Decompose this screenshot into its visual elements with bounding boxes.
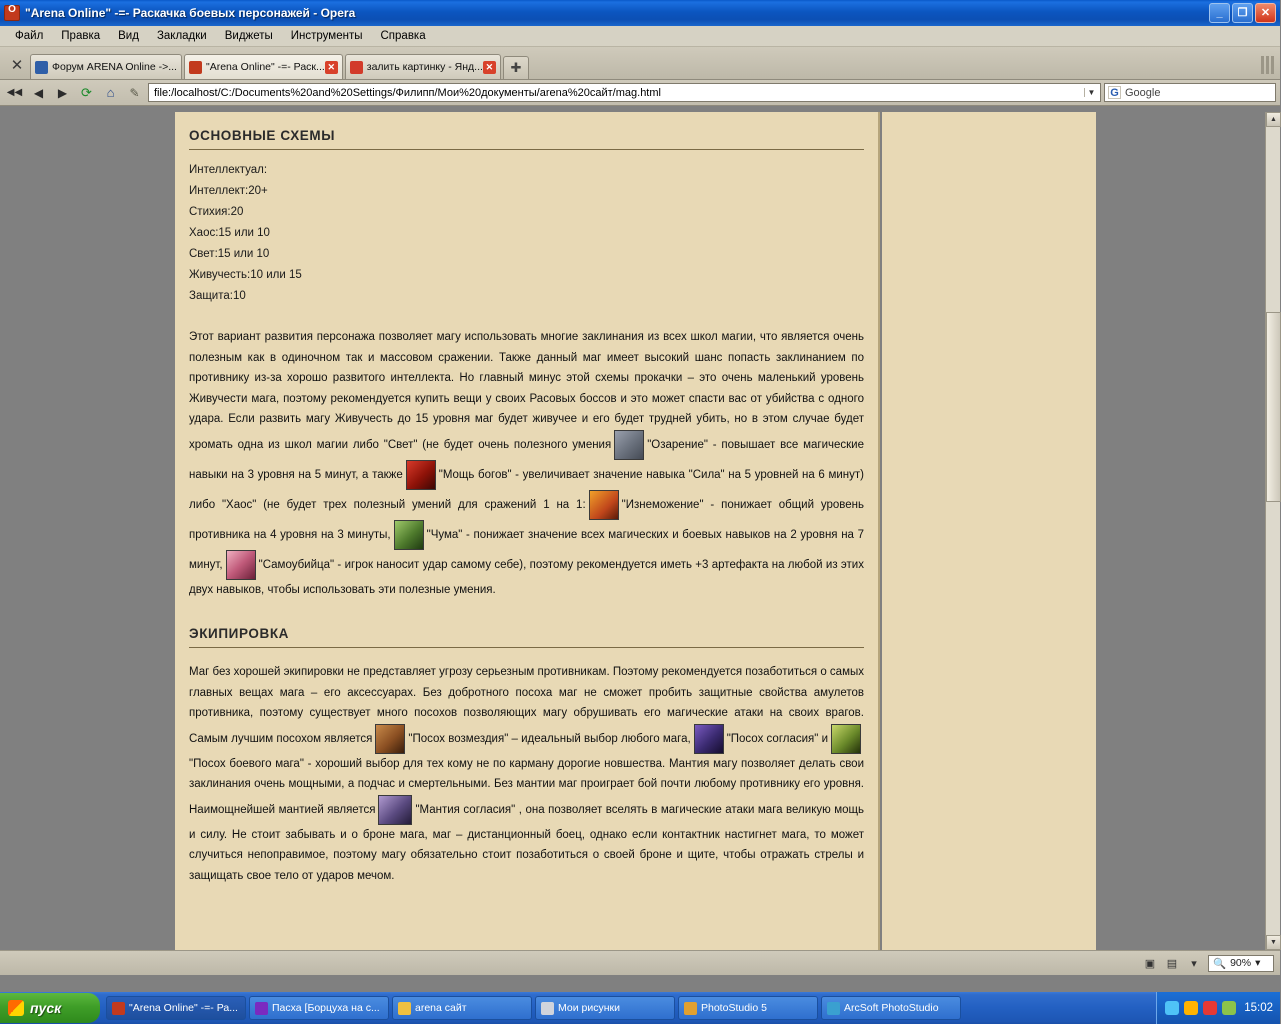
back-icon[interactable]: ◀ — [33, 85, 44, 100]
paragraph-text: Этот вариант развития персонажа позволяет магу использовать многие заклинания из всех школ магии, что является очень полезным как в одиночном так и массовом сражении. Также данный маг имеет высокий шанс попасть заклинанием по противнику из-за хорошо развитого интеллекта. Но главный минус этой схемы прокачки – это очень маленький уровень Живучести мага, поэтому рекомендуется купить вещи у своих Расовых боссов и это может спасти вас от убийства с одного удара. Если развить магу Живучесть до 15 уровня маг будет живучее и его будет трудней убить, но в этом случае будет хромать одна из школ магии либо "Свет" (не будет очень полезного умения — [189, 331, 864, 451]
photostudio-taskicon — [684, 1002, 697, 1015]
taskbar-item-arena-sait[interactable] — [392, 996, 532, 1020]
chevron-down-icon[interactable]: ▼ — [1084, 88, 1098, 97]
start-button[interactable] — [0, 993, 100, 1023]
volume-tray-icon[interactable] — [1184, 1001, 1198, 1015]
posoh-vozmezdiya-item-icon — [375, 724, 405, 754]
search-icon: 🔍 — [1213, 957, 1227, 970]
google-icon: G — [1108, 86, 1121, 99]
system-tray — [1156, 992, 1280, 1024]
forum-favicon — [35, 61, 48, 74]
stat-line: Интеллект:20+ — [189, 185, 268, 197]
taskbar-item-label: arena сайт — [415, 1002, 467, 1014]
stat-line: Стихия:20 — [189, 206, 244, 218]
stat-line: Хаос:15 или 10 — [189, 227, 270, 239]
paragraph-text: "Мантия согласия" , она позволяет вселять в магические атаки мага великую мощь и силу. Не стоит забывать и о броне мага, маг – дистанционный боец, однако если контактник настигнет мага, то может случиться непоправимое, поэтому магу обязательно стоит позаботиться о своей броне и щите, чтобы отражать стрелы и защищать свое тело от ударов мечом. — [189, 803, 864, 882]
taskbar-item-arcsoft-photostudio[interactable] — [821, 996, 961, 1020]
posoh-soglasiya-item-icon — [694, 724, 724, 754]
tab-forum-arena-online[interactable] — [30, 54, 182, 79]
samoubiyca-spell-icon — [226, 550, 256, 580]
home-icon[interactable]: ⌂ — [106, 85, 115, 100]
window-titlebar — [0, 0, 1280, 26]
chuma-spell-icon — [394, 520, 424, 550]
tabbar-handle-icon[interactable] — [1271, 56, 1274, 74]
taskbar-item-label: "Arena Online" -=- Ра... — [129, 1002, 238, 1014]
windows-taskbar — [0, 992, 1280, 1024]
section-heading-ekipirovka: ЭКИПИРОВКА — [189, 626, 864, 648]
stat-line: Свет:15 или 10 — [189, 248, 270, 260]
arcsoft-taskicon — [827, 1002, 840, 1015]
start-button-label: пуск — [30, 1000, 62, 1016]
maximize-button[interactable]: ❐ — [1232, 3, 1253, 23]
new-tab-button[interactable]: ✚ — [503, 56, 529, 79]
taskbar-buttons — [106, 996, 1156, 1020]
tab-arena-online-raskachka[interactable] — [184, 54, 343, 79]
minimize-button[interactable]: _ — [1209, 3, 1230, 23]
paragraph-text: "Посох согласия" и — [726, 732, 828, 745]
menu-item-file[interactable]: Файл — [15, 30, 44, 42]
images-icon[interactable]: ▣ — [1144, 957, 1156, 970]
tab-label: "Arena Online" -=- Раск... — [205, 61, 325, 73]
taskbar-item-label: PhotoStudio 5 — [701, 1002, 767, 1014]
popup-blocker-icon[interactable]: ▤ — [1166, 957, 1178, 970]
paragraph-build-description — [189, 327, 864, 600]
update-tray-icon[interactable] — [1222, 1001, 1236, 1015]
taskbar-item-moi-risunki[interactable] — [535, 996, 675, 1020]
taskbar-clock[interactable]: 15:02 — [1244, 1002, 1273, 1014]
tabbar-handle-icon[interactable] — [1266, 56, 1269, 74]
browser-viewport — [0, 112, 1280, 975]
zoom-control[interactable] — [1208, 955, 1274, 972]
network-tray-icon[interactable] — [1203, 1001, 1217, 1015]
chevron-down-icon[interactable]: ▾ — [1191, 957, 1197, 970]
scroll-up-arrow-icon[interactable]: ▲ — [1266, 112, 1281, 127]
tab-label: залить картинку - Янд... — [366, 61, 483, 73]
opera-favicon — [189, 61, 202, 74]
tab-zalit-kartinku-yandex[interactable] — [345, 54, 501, 79]
chevron-down-icon[interactable]: ▾ — [1255, 957, 1261, 969]
taskbar-item-opera[interactable] — [106, 996, 246, 1020]
forward-icon[interactable]: ▶ — [57, 85, 68, 100]
search-placeholder: Google — [1125, 86, 1161, 99]
posoh-boevogo-maga-item-icon — [831, 724, 861, 754]
tab-close-icon[interactable]: ✕ — [483, 61, 496, 74]
tabbar — [0, 47, 1280, 80]
edit-icon[interactable]: ✎ — [129, 85, 140, 100]
search-input[interactable] — [1104, 83, 1276, 102]
menubar — [0, 26, 1280, 47]
scroll-down-arrow-icon[interactable]: ▼ — [1266, 935, 1281, 950]
paragraph-text: "Изнеможение" - понижает общий уровень противника на 4 уровня на 3 минуты, — [189, 498, 864, 541]
menu-item-tools[interactable]: Инструменты — [290, 30, 363, 42]
close-button[interactable]: ✕ — [1255, 3, 1276, 23]
menu-item-widgets[interactable]: Виджеты — [224, 30, 273, 42]
stat-line: Живучесть:10 или 15 — [189, 269, 302, 281]
windows-flag-icon — [8, 1000, 24, 1016]
ozarenie-spell-icon — [614, 430, 644, 460]
stat-block-intellectual — [189, 162, 864, 305]
taskbar-item-pasha[interactable] — [249, 996, 389, 1020]
section-heading-osnovnye-shemy: ОСНОВНЫЕ СХЕМЫ — [189, 128, 864, 150]
taskbar-item-photostudio5[interactable] — [678, 996, 818, 1020]
page-right-column — [882, 112, 1096, 950]
tabbar-right-handles — [1261, 51, 1276, 79]
opera-taskicon — [112, 1002, 125, 1015]
folder-taskicon — [398, 1002, 411, 1015]
paragraph-text: "Самоубийца" - игрок наносит удар самому себе), поэтому рекомендуется иметь +3 артефакта на любой из этих двух навыков, чтобы использовать эти полезные умения. — [189, 558, 864, 596]
scrollbar-thumb[interactable] — [1266, 312, 1281, 502]
paragraph-text: "Мощь богов" - увеличивает значение навыка "Сила" на 5 уровней на 6 минут) либо "Хаос" (не будет трех полезный умений для сражений 1 на 1: — [189, 468, 864, 511]
window-controls — [1209, 3, 1278, 23]
url-text: file:/localhost/C:/Documents%20and%20Settings/Филипп/Мои%20документы/arena%20сайт/mag.html — [154, 86, 661, 99]
rewind-icon[interactable]: ◀◀ — [6, 87, 23, 98]
page-left-gutter — [0, 112, 175, 950]
yandex-favicon — [350, 61, 363, 74]
taskbar-item-label: Пасха [Борцуха на с... — [272, 1002, 380, 1014]
paragraph-text: Маг без хорошей экипировки не представляет угрозу серьезным противникам. Поэтому рекомендуется позаботиться о самых главных вещах мага – его аксессуарах. Без добротного посоха маг не сможет пробить защитные свойства амулетов противника, поэтому существует много посохов позволяющих магу обрушивать его магические атаки на своих врагов. Самым лучшим посохом является — [189, 666, 864, 745]
iznemozhenie-spell-icon — [589, 490, 619, 520]
zoom-value: 90% — [1230, 957, 1252, 969]
v-taskicon — [255, 1002, 268, 1015]
stat-line: Интеллектуал: — [189, 164, 268, 176]
paint-taskicon — [541, 1002, 554, 1015]
paragraph-text: "Озарение" - повышает все магические навыки на 3 уровня на 5 минут, а также — [189, 438, 864, 481]
paragraph-text: "Чума" - понижает значение всех магических и боевых навыков на 2 уровня на 7 минут, — [189, 528, 865, 571]
menu-item-edit[interactable]: Правка — [61, 30, 101, 42]
mantiya-soglasiya-item-icon — [378, 795, 412, 825]
window-title: "Arena Online" -=- Раскачка боевых персонажей - Opera — [25, 6, 356, 20]
page-content — [0, 112, 1265, 950]
address-input[interactable] — [148, 83, 1101, 102]
tab-label: Форум ARENA Online ->... — [52, 61, 177, 73]
mosch-bogov-spell-icon — [406, 460, 436, 490]
menu-item-help[interactable]: Справка — [380, 30, 426, 42]
opera-icon — [4, 5, 20, 21]
page-main-column — [175, 112, 880, 950]
shield-tray-icon[interactable] — [1165, 1001, 1179, 1015]
menu-item-view[interactable]: Вид — [118, 30, 139, 42]
taskbar-item-label: Мои рисунки — [558, 1002, 620, 1014]
browser-statusbar — [0, 950, 1280, 975]
paragraph-equipment-description — [189, 662, 864, 886]
reload-icon[interactable]: ⟳ — [81, 84, 92, 100]
taskbar-item-label: ArcSoft PhotoStudio — [844, 1002, 939, 1014]
address-toolbar — [0, 80, 1280, 106]
tabbar-handle-icon[interactable] — [1261, 56, 1264, 74]
tab-close-icon[interactable]: ✕ — [325, 61, 338, 74]
close-tab-icon[interactable]: ✕ — [10, 57, 24, 74]
menu-item-bookmarks[interactable]: Закладки — [156, 30, 207, 42]
paragraph-text: "Посох боевого мага" - хороший выбор для тех кому не по карману дорогие новшества. Мантия магу позволяет делать свои заклинания очень мощными, а подчас и смертельными. Без мантии маг проиграет бой почти любому противнику его уровня. Наимощнейшей мантией является — [189, 757, 864, 816]
paragraph-text: "Посох возмездия" – идеальный выбор любого мага, — [408, 732, 691, 745]
page-vertical-scrollbar[interactable] — [1265, 112, 1280, 950]
stat-line: Защита:10 — [189, 290, 246, 302]
